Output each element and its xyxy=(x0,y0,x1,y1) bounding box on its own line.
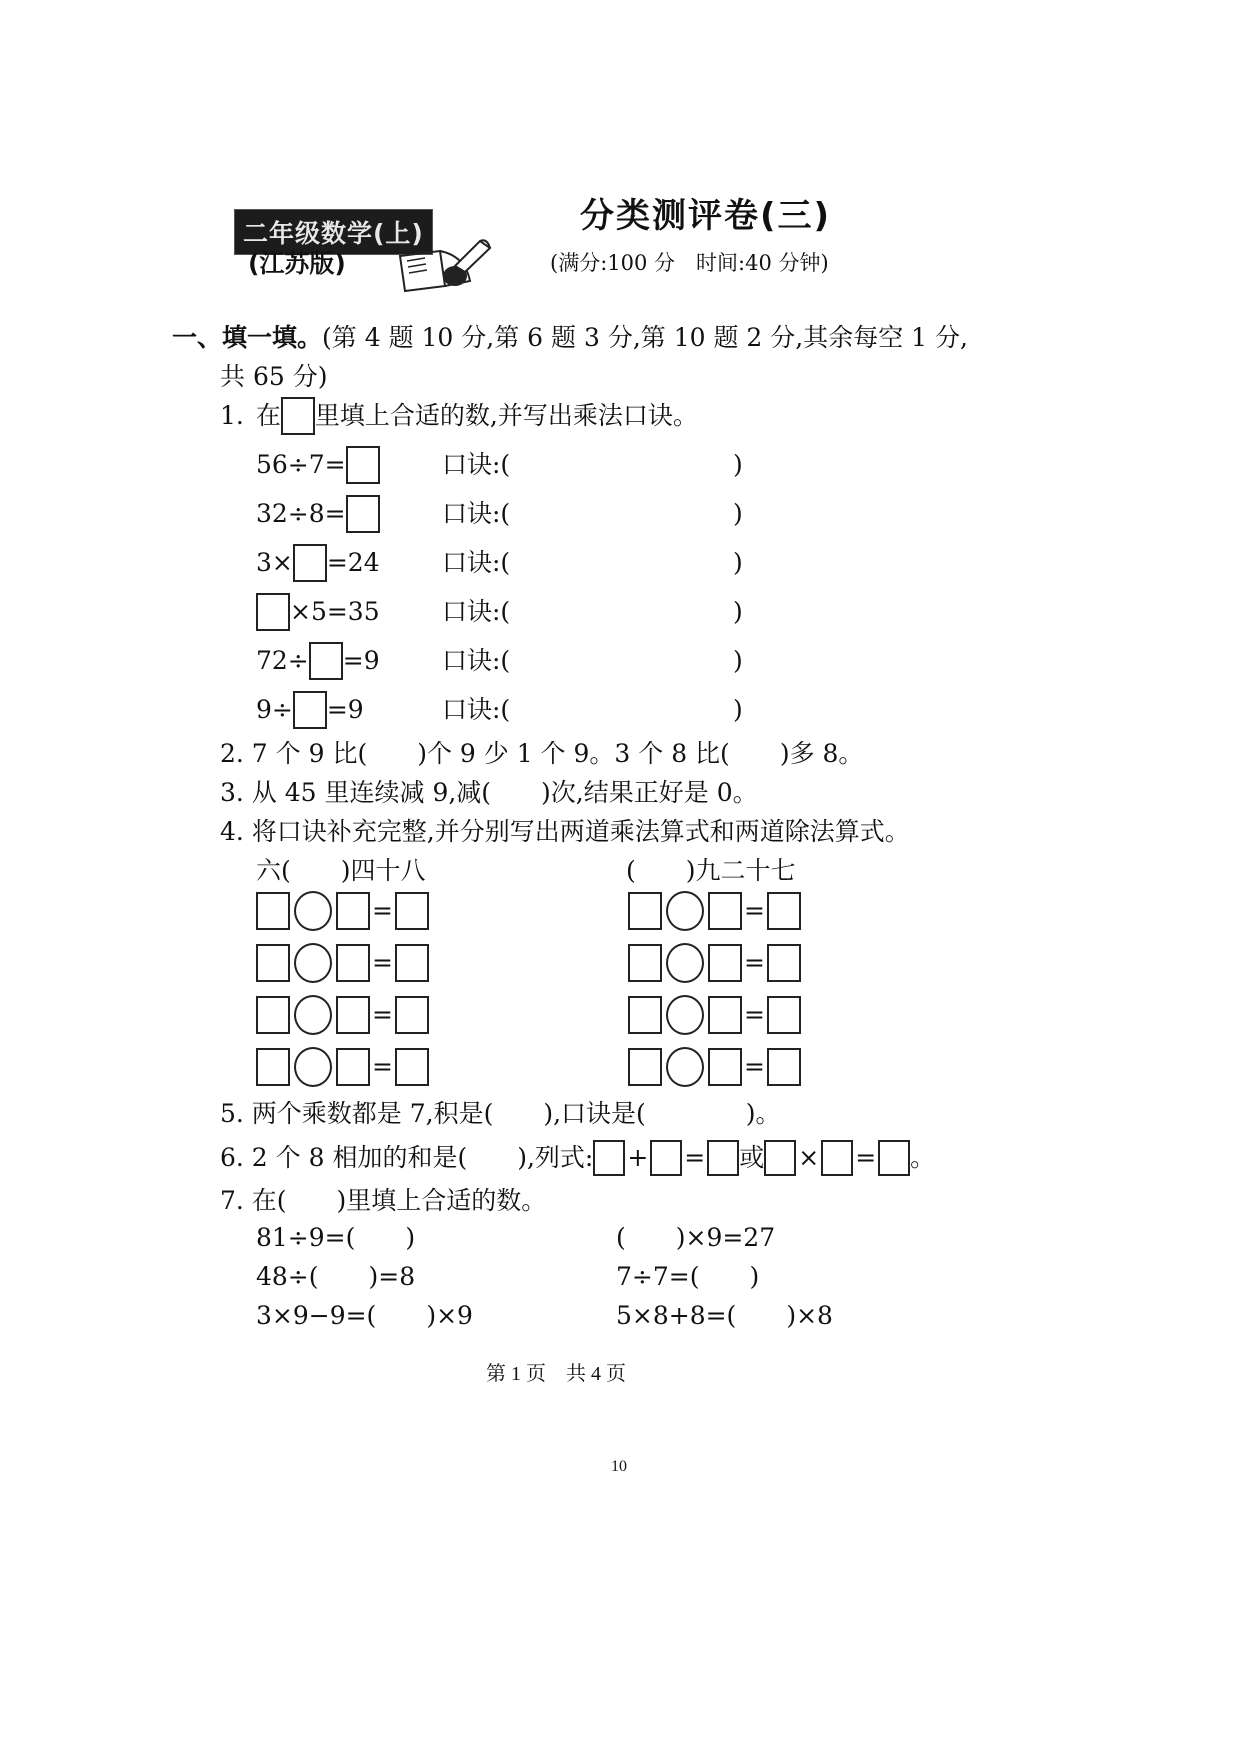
answer-box[interactable] xyxy=(256,593,290,631)
answer-box[interactable] xyxy=(256,996,290,1034)
operator-circle[interactable] xyxy=(666,891,704,931)
answer-box[interactable] xyxy=(878,1140,910,1176)
section-label: 一、填一填。 xyxy=(172,323,323,352)
koujue-label: 口诀:( xyxy=(442,646,511,675)
section-heading xyxy=(172,318,968,354)
q6-text: 6. 2 个 8 相加的和是( ),列式: xyxy=(220,1143,594,1172)
answer-box[interactable] xyxy=(336,996,370,1034)
q1-row xyxy=(256,590,380,634)
answer-box[interactable] xyxy=(336,944,370,982)
q4-equation-row xyxy=(628,993,801,1037)
answer-box[interactable] xyxy=(767,944,801,982)
answer-box[interactable] xyxy=(628,1048,662,1086)
operator-circle[interactable] xyxy=(294,995,332,1035)
koujue-label: 口诀:( xyxy=(442,548,511,577)
period: 。 xyxy=(910,1143,936,1172)
koujue-label: 口诀:( xyxy=(442,450,511,479)
koujue-close: ) xyxy=(733,450,743,479)
equation-left: 3× xyxy=(256,548,293,577)
equals-sign: = xyxy=(744,1000,765,1029)
koujue-label: 口诀:( xyxy=(442,499,511,528)
answer-box[interactable] xyxy=(593,1140,625,1176)
q7-item: 5×8+8=( )×8 xyxy=(616,1301,833,1330)
grade-badge: 二年级数学(上) xyxy=(234,209,433,255)
answer-box[interactable] xyxy=(293,544,327,582)
q4-equation-row xyxy=(256,1045,429,1089)
equation-left: 32÷8= xyxy=(256,499,346,528)
equals-sign: = xyxy=(372,948,393,977)
exam-meta: (满分:100 分 时间:40 分钟) xyxy=(550,251,829,275)
answer-box[interactable] xyxy=(628,892,662,930)
q4-equation-row xyxy=(256,941,429,985)
operator-circle[interactable] xyxy=(666,995,704,1035)
operator-circle[interactable] xyxy=(666,943,704,983)
answer-box[interactable] xyxy=(395,944,429,982)
answer-box[interactable] xyxy=(767,892,801,930)
answer-box[interactable] xyxy=(708,892,742,930)
equals-sign: = xyxy=(372,896,393,925)
equation-right: =9 xyxy=(342,646,380,675)
answer-box[interactable] xyxy=(293,691,327,729)
q2-text: 2. 7 个 9 比( )个 9 少 1 个 9。3 个 8 比( )多 8。 xyxy=(220,739,864,768)
answer-box[interactable] xyxy=(346,446,380,484)
operator-circle[interactable] xyxy=(294,891,332,931)
answer-box[interactable] xyxy=(256,944,290,982)
equation-right: =9 xyxy=(326,695,364,724)
answer-box[interactable] xyxy=(256,1048,290,1086)
page-number: 10 xyxy=(611,1458,627,1475)
q4-equation-row xyxy=(256,889,429,933)
koujue-label: 口诀:( xyxy=(442,695,511,724)
q7-item: 7÷7=( ) xyxy=(616,1262,760,1291)
section-note-line2: 共 65 分) xyxy=(220,362,328,391)
q1-row xyxy=(256,688,364,732)
answer-box[interactable] xyxy=(628,996,662,1034)
equals-sign: = xyxy=(744,1052,765,1081)
koujue-close: ) xyxy=(733,695,743,724)
book-and-pen-icon xyxy=(395,236,495,296)
answer-box[interactable] xyxy=(395,996,429,1034)
answer-box[interactable] xyxy=(336,1048,370,1086)
q7-item: 48÷( )=8 xyxy=(256,1262,416,1291)
equals-sign: = xyxy=(372,1000,393,1029)
plus-sign: + xyxy=(627,1143,649,1172)
equals-sign: = xyxy=(684,1143,706,1172)
answer-box[interactable] xyxy=(650,1140,682,1176)
page-info: 第 1 页 共 4 页 xyxy=(486,1363,626,1385)
answer-box[interactable] xyxy=(708,944,742,982)
q1-row xyxy=(256,639,380,683)
koujue-close: ) xyxy=(733,646,743,675)
q1-row xyxy=(256,443,380,487)
equation-right: =24 xyxy=(326,548,380,577)
equals-sign: = xyxy=(744,896,765,925)
koujue-close: ) xyxy=(733,499,743,528)
q1-number: 1. xyxy=(220,401,244,430)
koujue-label: 口诀:( xyxy=(442,597,511,626)
page-title: 分类测评卷(三) xyxy=(580,196,832,236)
q4-text: 4. 将口诀补充完整,并分别写出两道乘法算式和两道除法算式。 xyxy=(220,817,910,846)
q4-equation-row xyxy=(628,889,801,933)
answer-box[interactable] xyxy=(764,1140,796,1176)
equation-left: 72÷ xyxy=(256,646,309,675)
answer-box[interactable] xyxy=(336,892,370,930)
answer-box[interactable] xyxy=(628,944,662,982)
operator-circle[interactable] xyxy=(294,1047,332,1087)
q7-text: 7. 在( )里填上合适的数。 xyxy=(220,1186,547,1215)
answer-box[interactable] xyxy=(256,892,290,930)
section-note: (第 4 题 10 分,第 6 题 3 分,第 10 题 2 分,其余每空 1 分, xyxy=(322,323,968,352)
equation-right: ×5=35 xyxy=(290,597,380,626)
q1-prompt xyxy=(220,394,698,438)
q7-item: 3×9−9=( )×9 xyxy=(256,1301,473,1330)
times-sign: × xyxy=(798,1143,820,1172)
answer-box[interactable] xyxy=(767,1048,801,1086)
edition-label: (江苏版) xyxy=(248,249,346,278)
q4-equation-row xyxy=(628,1045,801,1089)
answer-box[interactable] xyxy=(767,996,801,1034)
q4-equation-row xyxy=(628,941,801,985)
answer-box[interactable] xyxy=(281,397,315,435)
koujue-close: ) xyxy=(733,548,743,577)
answer-box[interactable] xyxy=(395,892,429,930)
or-label: 或 xyxy=(739,1143,765,1172)
q1-row xyxy=(256,541,380,585)
q7-item: 81÷9=( ) xyxy=(256,1223,416,1252)
q4-right-koujue: ( )九二十七 xyxy=(626,856,796,885)
operator-circle[interactable] xyxy=(666,1047,704,1087)
q4-left-koujue: 六( )四十八 xyxy=(256,856,426,885)
answer-box[interactable] xyxy=(309,642,343,680)
answer-box[interactable] xyxy=(395,1048,429,1086)
q5-text: 5. 两个乘数都是 7,积是( ),口诀是( )。 xyxy=(220,1099,781,1128)
q3-text: 3. 从 45 里连续减 9,减( )次,结果正好是 0。 xyxy=(220,778,758,807)
q7-item: ( )×9=27 xyxy=(616,1223,776,1252)
koujue-close: ) xyxy=(733,597,743,626)
answer-box[interactable] xyxy=(821,1140,853,1176)
equation-left: 9÷ xyxy=(256,695,293,724)
q1-prompt-b: 里填上合适的数,并写出乘法口诀。 xyxy=(314,401,698,430)
answer-box[interactable] xyxy=(708,996,742,1034)
equation-left: 56÷7= xyxy=(256,450,346,479)
operator-circle[interactable] xyxy=(294,943,332,983)
q1-prompt-a: 在 xyxy=(255,401,281,430)
answer-box[interactable] xyxy=(708,1048,742,1086)
q6-row xyxy=(220,1136,935,1180)
answer-box[interactable] xyxy=(346,495,380,533)
equals-sign: = xyxy=(855,1143,877,1172)
equals-sign: = xyxy=(372,1052,393,1081)
answer-box[interactable] xyxy=(707,1140,739,1176)
q1-row xyxy=(256,492,380,536)
q4-equation-row xyxy=(256,993,429,1037)
equals-sign: = xyxy=(744,948,765,977)
